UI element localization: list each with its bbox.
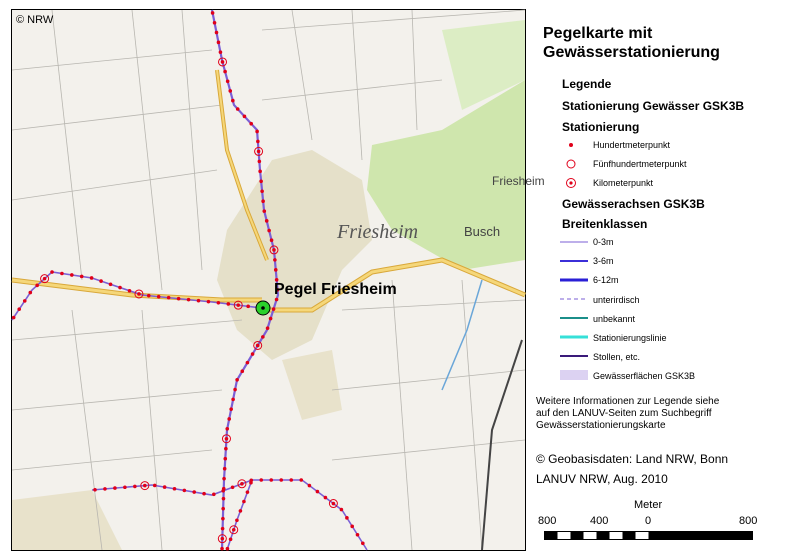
hundred-meter-marker <box>222 497 226 501</box>
hundred-meter-marker <box>220 547 224 551</box>
hundred-meter-marker <box>299 478 303 482</box>
hundred-meter-marker <box>211 11 215 15</box>
station-item-label: Hundertmeterpunkt <box>593 140 671 150</box>
hundred-meter-marker <box>213 21 217 25</box>
hundred-meter-marker <box>225 437 229 441</box>
hundred-meter-symbol <box>569 143 573 147</box>
hundred-meter-marker <box>227 417 231 421</box>
hundred-meter-marker <box>227 302 231 306</box>
hundred-meter-marker <box>202 492 206 496</box>
hundred-meter-marker <box>29 291 33 295</box>
hundred-meter-marker <box>246 305 250 309</box>
axis-item-label: 3-6m <box>593 256 614 266</box>
kilometer-symbol-dot <box>569 181 572 184</box>
hundred-meter-marker <box>223 457 227 461</box>
hundred-meter-marker <box>356 533 360 537</box>
hundred-meter-marker <box>243 115 247 119</box>
hundred-meter-marker <box>219 50 223 54</box>
gauge-marker-center <box>261 306 265 310</box>
hundred-meter-marker <box>123 485 127 489</box>
hundred-meter-marker <box>246 361 250 365</box>
hundred-meter-marker <box>258 170 262 174</box>
hundred-meter-marker <box>231 485 235 489</box>
hundred-meter-marker <box>153 484 157 488</box>
hundred-meter-marker <box>242 500 246 504</box>
legend-panel <box>530 0 794 559</box>
hundred-meter-marker <box>23 299 27 303</box>
hundred-meter-marker <box>236 107 240 111</box>
scale-label: 800 <box>538 515 557 527</box>
hundred-meter-marker <box>50 270 54 274</box>
place-label-friesheim-east: Friesheim <box>492 174 545 188</box>
hundred-meter-marker <box>217 41 221 45</box>
hundred-meter-marker <box>221 507 225 511</box>
hundred-meter-marker <box>223 70 227 74</box>
axis-item-label: unbekannt <box>593 314 636 324</box>
hundred-meter-marker <box>240 369 244 373</box>
hundred-meter-marker <box>249 122 253 126</box>
hundred-meter-marker <box>261 335 265 339</box>
hundred-meter-marker <box>143 484 147 488</box>
hundred-meter-marker <box>265 219 269 223</box>
hundred-meter-marker <box>226 79 230 83</box>
hundred-meter-marker <box>240 482 244 486</box>
axis-item-label: Stationierungslinie <box>593 333 667 343</box>
hundred-meter-marker <box>279 478 283 482</box>
hundred-meter-marker <box>109 283 113 287</box>
axis-item-label: unterirdisch <box>593 295 640 305</box>
hundred-meter-marker <box>228 89 232 93</box>
hundred-meter-marker <box>260 189 264 193</box>
hundred-meter-marker <box>118 286 122 290</box>
hundred-meter-marker <box>221 527 225 531</box>
hundred-meter-marker <box>246 490 250 494</box>
hundred-meter-marker <box>192 490 196 494</box>
hundred-meter-marker <box>224 447 228 451</box>
place-label-busch: Busch <box>464 224 501 239</box>
hundred-meter-marker <box>261 199 265 203</box>
hundred-meter-marker <box>274 268 278 272</box>
hundred-meter-marker <box>177 297 181 301</box>
hundred-meter-marker <box>324 496 328 500</box>
hundred-meter-marker <box>167 296 171 300</box>
hundred-meter-marker <box>270 238 274 242</box>
info-line: Gewässerstationierungskarte <box>536 420 666 431</box>
hundred-meter-marker <box>269 478 273 482</box>
hundred-meter-marker <box>345 516 349 520</box>
hundred-meter-marker <box>215 31 219 35</box>
hundred-meter-marker <box>93 488 97 492</box>
station-item-label: Kilometerpunkt <box>593 178 654 188</box>
layer1-subtitle: Stationierung <box>562 120 640 134</box>
axis-item-label: 0-3m <box>593 237 614 247</box>
hundred-meter-marker <box>17 307 21 311</box>
station-item-label: Fünfhundertmeterpunkt <box>593 159 687 169</box>
five-hundred-meter-symbol <box>567 160 575 168</box>
hundred-meter-marker <box>350 525 354 529</box>
hundred-meter-marker <box>232 528 236 532</box>
info-line: Weitere Informationen zur Legende siehe <box>536 396 720 407</box>
hundred-meter-marker <box>249 481 253 485</box>
hundred-meter-marker <box>262 209 266 213</box>
place-label-friesheim: Friesheim <box>337 221 419 243</box>
hundred-meter-marker <box>231 398 235 402</box>
axis-item-label: Stollen, etc. <box>593 352 641 362</box>
hundred-meter-marker <box>70 273 74 277</box>
hundred-meter-marker <box>147 294 151 298</box>
map-canvas[interactable] <box>12 10 545 550</box>
legend-heading: Legende <box>562 77 612 91</box>
scale-label: 400 <box>590 515 609 527</box>
hundred-meter-marker <box>225 427 229 431</box>
hundred-meter-marker <box>222 477 226 481</box>
hundred-meter-marker <box>289 478 293 482</box>
hundred-meter-marker <box>226 547 230 551</box>
hundred-meter-marker <box>340 508 344 512</box>
scale-bar <box>544 531 754 541</box>
credit-lanuv: LANUV NRW, Aug. 2010 <box>536 472 668 486</box>
hundred-meter-marker <box>258 160 262 164</box>
hundred-meter-marker <box>128 289 132 293</box>
hundred-meter-marker <box>272 248 276 252</box>
hundred-meter-marker <box>316 490 320 494</box>
hundred-meter-marker <box>236 303 240 307</box>
map-title-line1: Pegelkarte mit <box>543 25 653 42</box>
hundred-meter-marker <box>207 300 211 304</box>
hundred-meter-marker <box>80 275 84 279</box>
axis-symbols <box>558 232 592 382</box>
hundred-meter-marker <box>235 518 239 522</box>
map-copyright: © NRW <box>16 14 54 26</box>
hundred-meter-marker <box>361 541 365 545</box>
hundred-meter-marker <box>235 378 239 382</box>
layer2-title: Gewässerachsen GSK3B <box>562 197 705 211</box>
hundred-meter-marker <box>259 478 263 482</box>
hundred-meter-marker <box>256 140 260 144</box>
map-title <box>543 24 783 62</box>
gauge-label: Pegel Friesheim <box>274 281 397 298</box>
hundred-meter-marker <box>173 487 177 491</box>
scale-label: 0 <box>645 515 652 527</box>
hundred-meter-marker <box>133 485 137 489</box>
hundred-meter-marker <box>212 493 216 497</box>
hundred-meter-marker <box>257 150 261 154</box>
hundred-meter-marker <box>221 517 225 521</box>
hundred-meter-marker <box>35 284 39 288</box>
axis-item-label: Gewässerflächen GSK3B <box>593 371 696 381</box>
hundred-meter-marker <box>256 344 260 348</box>
station-symbols <box>560 138 582 190</box>
map-frame[interactable] <box>11 9 545 551</box>
hundred-meter-marker <box>221 537 225 541</box>
hundred-meter-marker <box>251 352 255 356</box>
layer1-title: Stationierung Gewässer GSK3B <box>562 99 745 113</box>
hundred-meter-marker <box>113 486 117 490</box>
axis-item-label: 6-12m <box>593 275 619 285</box>
hundred-meter-marker <box>187 298 191 302</box>
hundred-meter-marker <box>239 509 243 513</box>
hundred-meter-marker <box>137 292 141 296</box>
hundred-meter-marker <box>272 307 276 311</box>
hundred-meter-marker <box>157 295 161 299</box>
scale-label: 800 <box>739 515 758 527</box>
hundred-meter-marker <box>229 537 233 541</box>
hundred-meter-marker <box>12 316 16 320</box>
hundred-meter-marker <box>259 179 263 183</box>
hundred-meter-marker <box>273 258 277 262</box>
scale-unit: Meter <box>634 499 663 511</box>
hundred-meter-marker <box>43 277 47 281</box>
hundred-meter-marker <box>183 489 187 493</box>
hundred-meter-marker <box>308 484 312 488</box>
hundred-meter-marker <box>269 317 273 321</box>
layer2-subtitle: Breitenklassen <box>562 217 648 231</box>
hundred-meter-marker <box>231 99 235 103</box>
hundred-meter-marker <box>60 272 64 276</box>
credit-geobasis: © Geobasisdaten: Land NRW, Bonn <box>536 452 729 466</box>
hundred-meter-marker <box>217 301 221 305</box>
hundred-meter-marker <box>103 487 107 491</box>
legend-info-text <box>536 396 786 432</box>
hundred-meter-marker <box>275 298 279 302</box>
hundred-meter-marker <box>332 502 336 506</box>
hundred-meter-marker <box>229 407 233 411</box>
hundred-meter-marker <box>267 229 271 233</box>
hundred-meter-marker <box>255 130 259 134</box>
hundred-meter-marker <box>266 326 270 330</box>
hundred-meter-marker <box>163 485 167 489</box>
map-title-line2: Gewässerstationierung <box>543 44 720 61</box>
hundred-meter-marker <box>221 60 225 64</box>
hundred-meter-marker <box>221 489 225 493</box>
hundred-meter-marker <box>90 276 94 280</box>
water-area-symbol <box>560 370 588 380</box>
hundred-meter-marker <box>223 467 227 471</box>
info-line: auf den LANUV-Seiten zum Suchbegriff <box>536 408 712 419</box>
hundred-meter-marker <box>99 279 103 283</box>
hundred-meter-marker <box>197 299 201 303</box>
hundred-meter-marker <box>233 388 237 392</box>
